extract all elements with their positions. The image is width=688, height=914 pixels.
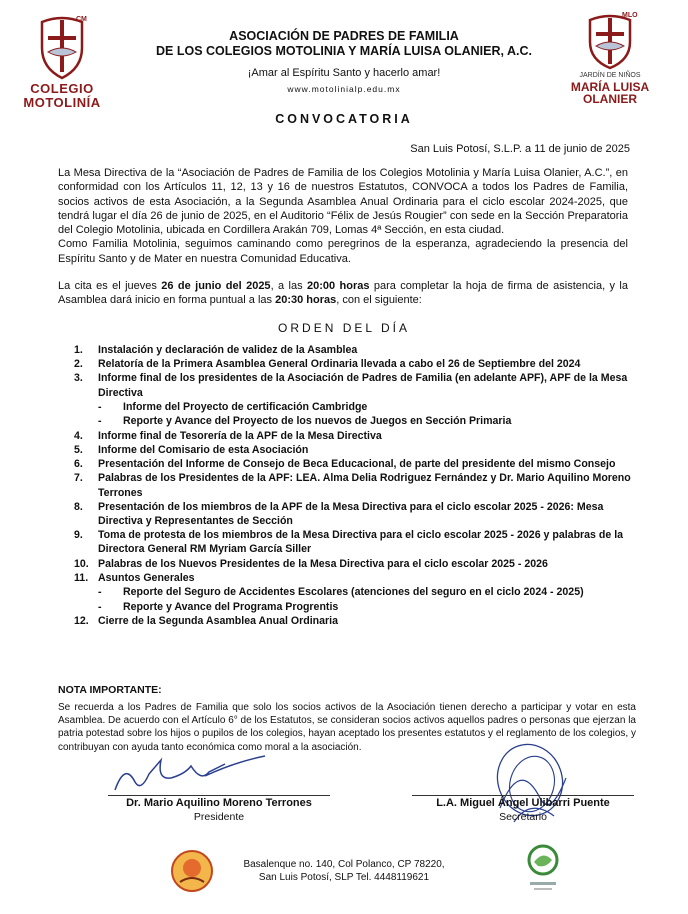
agenda-title: ORDEN DEL DÍA <box>278 321 410 335</box>
cita-text: , con el siguiente: <box>336 294 422 307</box>
left-logo-line2: MOTOLINÍA <box>23 95 101 110</box>
page-title: CONVOCATORIA <box>275 112 413 126</box>
org-name-line1: ASOCIACIÓN DE PADRES DE FAMILIA <box>229 29 459 43</box>
agenda-item <box>58 457 638 471</box>
agenda-item-number: 2. <box>74 358 83 371</box>
agenda-item <box>58 471 638 499</box>
maria-luisa-olanier-logo <box>580 12 640 70</box>
intro-paragraph <box>58 166 628 266</box>
document-date: San Luis Potosí, S.L.P. a 11 de junio de 2025 <box>410 143 630 155</box>
agenda-item <box>58 443 638 457</box>
agenda-item-number: 7. <box>74 472 83 485</box>
address-line1: Basalenque no. 140, Col Polanco, CP 78220, <box>243 859 445 870</box>
footer-address <box>200 858 488 884</box>
agenda-item-text: Palabras de los Nuevos Presidentes de la Mesa Directiva para el ciclo escolar 2025 - 2026 <box>98 557 548 570</box>
agenda-subitem-text: Reporte y Avance del Programa Progrentis <box>123 600 339 613</box>
agenda-item <box>58 500 638 528</box>
agenda-item-text: Asuntos Generales <box>98 571 195 584</box>
agenda-subitem <box>58 400 638 415</box>
cita-text: La cita es el jueves <box>58 280 162 292</box>
agenda-item-text: Informe final de Tesorería de la APF de la Mesa Directiva <box>98 429 382 442</box>
intro-text: La Mesa Directiva de la “Asociación de Padres de Familia de los Colegios Motolinia y María Luisa Olanier, A.C.”, en conformidad con los Artículos 11, 12, 13 y 16 de nuestros Estatutos, CONVOCA a todos los Padres de Familia, socios activos de esta Asociación, a la Segunda Asamblea Anual Ordinaria para el ciclo escolar 2024-2025, que tendrá lugar el día 26 de junio de 2025, en el Auditorio “Félix de Jesús Rougier” con sede en la Sección Preparatoria del Colegio Motolinia, ubicada en Cordillera Arakán 709, Lomas 4ª Sección, en esta ciudad. <box>58 167 628 237</box>
agenda-item-number: 5. <box>74 444 83 457</box>
registration-time: 20:00 horas <box>306 280 370 292</box>
bullet-dash: - <box>98 600 102 613</box>
address-line2: San Luis Potosí, SLP Tel. 4448119621 <box>258 872 430 883</box>
agenda-item-number: 4. <box>74 429 83 442</box>
shield-icon <box>580 12 640 70</box>
meeting-details <box>58 279 628 308</box>
agenda-item-text: Presentación de los miembros de la APF de la Mesa Directiva para el ciclo escolar 2025 - 2026: Mesa Directiva y Representantes de Sección <box>98 500 604 528</box>
agenda-item-number: 3. <box>74 372 83 385</box>
org-name-line2: DE LOS COLEGIOS MOTOLINIA Y MARÍA LUISA OLANIER, A.C. <box>156 44 532 58</box>
cita-text: para completar la hoja de firma de asistencia, y la Asamblea dará inicio en forma puntual a las <box>58 280 628 307</box>
president-signature <box>105 752 275 796</box>
note-text: Se recuerda a los Padres de Familia que solo los socios activos de la Asociación tienen derecho a participar y votar en esta Asamblea. De acuerdo con el Artículo 6° de los Estatutos, se consideran socios activos aquellos padres o personas que ejerzan la patria potestad sobre los hijos o pupilos de los colegios, hayan aceptado los presentes estatutos y el reglamento de los colegios, y contribuyan con ayuda tanto económica como moral a la asociación. <box>58 702 636 753</box>
left-logo-line1: COLEGIO <box>30 81 94 96</box>
agenda-item-number: 6. <box>74 458 83 471</box>
agenda-item-text: Toma de protesta de los miembros de la Mesa Directiva para el ciclo escolar 2025 - 2026 y palabras de la Directora General RM Myriam García Siller <box>98 529 624 556</box>
agenda-item-text: Informe final de los presidentes de la Asociación de Padres de Familia (en adelante APF), APF de la Mesa Directiva <box>98 372 628 399</box>
agenda-item-text: Cierre de la Segunda Asamblea Anual Ordinaria <box>98 615 339 628</box>
start-time: 20:30 horas <box>275 294 337 307</box>
bullet-dash: - <box>98 400 102 413</box>
motto: ¡Amar al Espíritu Santo y hacerlo amar! <box>247 67 441 79</box>
right-logo-line1: MARÍA LUISA <box>570 80 650 94</box>
agenda-item-text: Instalación y declaración de validez de la Asamblea <box>98 344 358 356</box>
right-logo-name <box>566 81 654 105</box>
president-role: Presidente <box>193 811 245 823</box>
agenda-item <box>58 528 638 556</box>
agenda-subitem <box>58 414 638 429</box>
agenda-item-text: Relatoría de la Primera Asamblea General Ordinaria llevada a cabo el 26 de Septiembre del 2024 <box>98 358 581 371</box>
right-logo-line2: OLANIER <box>583 92 637 106</box>
agenda-item <box>58 371 638 399</box>
cita-text: , a las <box>270 280 307 292</box>
colegio-motolinia-logo <box>30 14 94 80</box>
agenda-item-text: Palabras de los Presidentes de la APF: LEA. Alma Delia Rodriguez Fernández y Dr. Mario Aquilino Moreno Terrones <box>98 472 631 499</box>
shield-icon <box>30 14 94 80</box>
agenda-item-number: 1. <box>74 344 83 356</box>
intro-text-2: Como Familia Motolinia, seguimos caminando como peregrinos de la esperanza, agradeciendo la presencia del Espíritu Santo y de Mater en nuestra Comunidad Educativa. <box>58 238 628 265</box>
left-logo-name <box>18 82 106 110</box>
agenda-item <box>58 357 638 371</box>
logo-badge: MLO <box>622 12 638 19</box>
agenda-item-number: 10. <box>74 557 89 570</box>
agenda-list <box>58 343 638 628</box>
secretary-name: L.A. Miguel Ángel Ulibarri Puente <box>436 797 610 809</box>
meeting-date: 26 de junio del 2025 <box>161 280 271 292</box>
agenda-subitem <box>58 585 638 600</box>
agenda-item <box>58 571 638 585</box>
president-name: Dr. Mario Aquilino Moreno Terrones <box>126 797 312 809</box>
signature-line <box>412 795 634 796</box>
agenda-item <box>58 557 638 571</box>
signature-line <box>108 795 330 796</box>
agenda-item-number: 9. <box>74 529 83 542</box>
logo-badge: CM <box>76 16 87 23</box>
bullet-dash: - <box>98 415 102 428</box>
agenda-item <box>58 429 638 443</box>
agenda-subitem <box>58 600 638 615</box>
agenda-item-number: 11. <box>74 571 89 584</box>
agenda-item-text: Informe del Comisario de esta Asociación <box>98 444 309 457</box>
partner-logo-icon <box>518 838 568 896</box>
agenda-item-text: Presentación del Informe de Consejo de Beca Educacional, de parte del presidente del mismo Consejo <box>98 458 616 471</box>
agenda-item <box>58 614 638 628</box>
agenda-subitem-text: Reporte del Seguro de Accidentes Escolares (atenciones del seguro en el ciclo 2024 - 2025) <box>123 586 584 599</box>
agenda-item-number: 12. <box>74 615 89 628</box>
secretary-role: Secretario <box>499 811 547 823</box>
agenda-item-number: 8. <box>74 500 83 513</box>
note-title: NOTA IMPORTANTE: <box>58 684 162 696</box>
right-logo-subtitle: JARDÍN DE NIÑOS <box>579 72 641 79</box>
agenda-item <box>58 343 638 357</box>
agenda-subitem-text: Informe del Proyecto de certificación Cambridge <box>123 400 368 413</box>
bullet-dash: - <box>98 586 102 599</box>
website-link[interactable]: www.motolinialp.edu.mx <box>287 84 401 94</box>
agenda-subitem-text: Reporte y Avance del Proyecto de los nuevos de Juegos en Sección Primaria <box>123 415 512 428</box>
